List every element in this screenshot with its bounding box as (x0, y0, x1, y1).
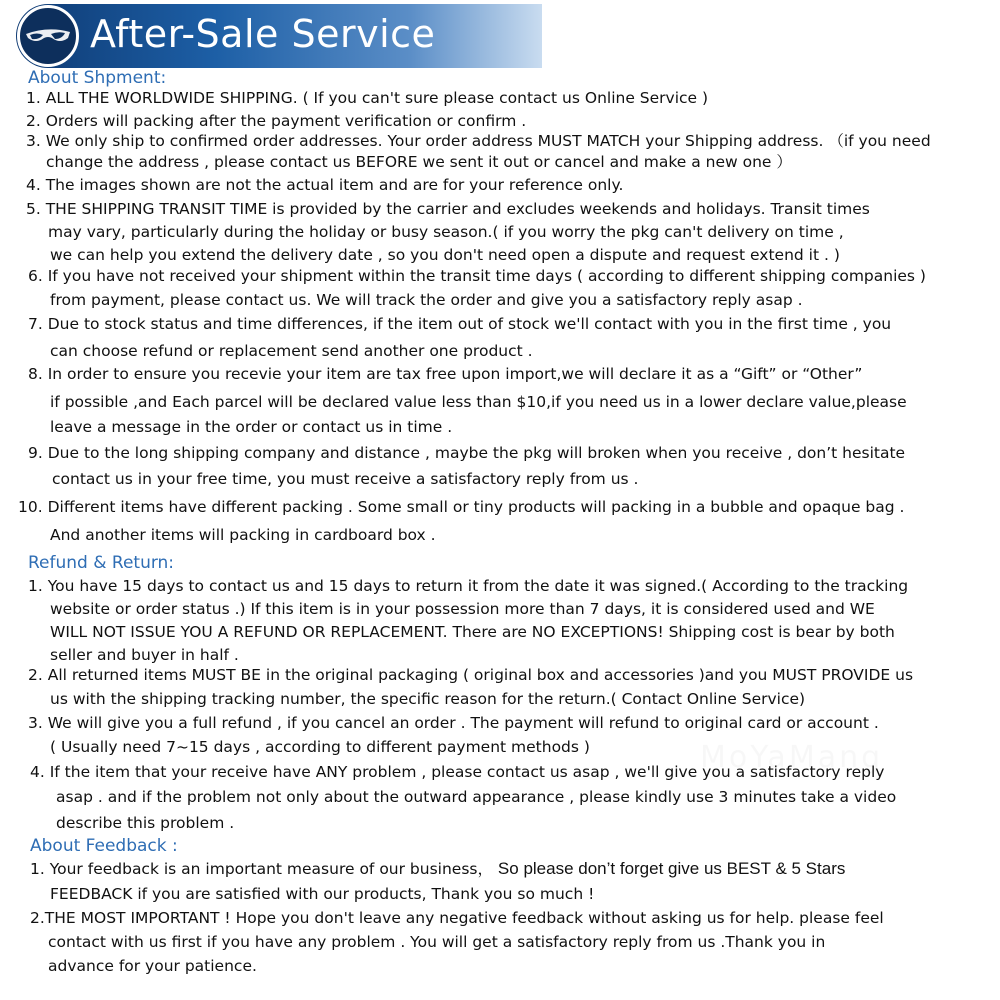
shipment-line: And another items will packing in cardboard box . (50, 526, 436, 544)
feedback-line: 2.THE MOST IMPORTANT ! Hope you don't leave any negative feedback without asking us for help. please feel (30, 909, 884, 927)
section-heading-shipment: About Shpment: (28, 68, 167, 88)
shipment-line: from payment, please contact us. We will track the order and give you a satisfactory reply asap . (50, 291, 803, 309)
refund-line: describe this problem . (56, 814, 235, 832)
refund-line: ( Usually need 7~15 days , according to different payment methods ) (50, 738, 590, 756)
shipment-line: 6. If you have not received your shipment within the transit time days ( according to different shipping companies ) (28, 267, 926, 285)
shipment-line: can choose refund or replacement send another one product . (50, 342, 533, 360)
feedback-line: contact with us first if you have any problem . You will get a satisfactory reply from us .Thank you in (48, 933, 826, 951)
refund-line: seller and buyer in half . (50, 646, 239, 664)
shipment-line: 7. Due to stock status and time differences, if the item out of stock we'll contact with you in the first time , you (28, 315, 892, 333)
refund-line: 2. All returned items MUST BE in the original packaging ( original box and accessories )and you MUST PROVIDE us (28, 666, 914, 684)
section-heading-refund: Refund & Return: (28, 553, 175, 573)
shipment-line: 9. Due to the long shipping company and distance , maybe the pkg will broken when you receive , don’t hesitate (28, 444, 906, 462)
shipment-line: if possible ,and Each parcel will be declared value less than $10,if you need us in a lower declare value,please (50, 393, 907, 411)
refund-line: 4. If the item that your receive have ANY problem , please contact us asap , we'll give you a satisfactory reply (30, 763, 885, 781)
shipment-line: 1. ALL THE WORLDWIDE SHIPPING. ( If you can't sure please contact us Online Service ) (26, 89, 709, 107)
refund-line: WILL NOT ISSUE YOU A REFUND OR REPLACEMENT. There are NO EXCEPTIONS! Shipping cost is bear by both (50, 623, 895, 641)
page-title: After-Sale Service (90, 12, 436, 56)
shipment-line: may vary, particularly during the holiday or busy season.( if you worry the pkg can't delivery on time , (48, 223, 844, 241)
shipment-line: 4. The images shown are not the actual item and are for your reference only. (26, 176, 624, 194)
feedback-line-1-text: 1. Your feedback is an important measure of our business， (30, 860, 493, 878)
feedback-line: FEEDBACK if you are satisfied with our products, Thank you so much ! (50, 885, 595, 903)
shipment-line: we can help you extend the delivery date , so you don't need open a dispute and request extend it . ) (50, 246, 840, 264)
refund-line: us with the shipping tracking number, the specific reason for the return.( Contact Online Service) (50, 690, 806, 708)
shipment-line: 8. In order to ensure you recevie your item are tax free upon import,we will declare it as a “Gift” or “Other” (28, 365, 863, 383)
refund-line: website or order status .) If this item is in your possession more than 7 days, it is considered used and WE (50, 600, 875, 618)
five-stars-request: So please don’t forget give us BEST & 5 Stars (497, 859, 846, 878)
sunglasses-logo-icon (17, 5, 79, 67)
feedback-line: advance for your patience. (48, 957, 257, 975)
refund-line: 3. We will give you a full refund , if you cancel an order . The payment will refund to original card or account . (28, 714, 879, 732)
shipment-line: contact us in your free time, you must receive a satisfactory reply from us . (52, 470, 639, 488)
section-heading-feedback: About Feedback : (30, 836, 178, 856)
shipment-line: 5. THE SHIPPING TRANSIT TIME is provided by the carrier and excludes weekends and holidays. Transit times (26, 200, 870, 218)
refund-line: asap . and if the problem not only about the outward appearance , please kindly use 3 minutes take a video (56, 788, 897, 806)
shipment-line: leave a message in the order or contact us in time . (50, 418, 453, 436)
shipment-line: 2. Orders will packing after the payment verification or confirm . (26, 112, 527, 130)
shipment-line: 3. We only ship to confirmed order addresses. Your order address MUST MATCH your Shipping address. （if you need (26, 132, 931, 150)
refund-line: 1. You have 15 days to contact us and 15 days to return it from the date it was signed.( According to the tracking (28, 577, 909, 595)
feedback-line-1 (30, 860, 845, 878)
shipment-line: 10. Different items have different packing . Some small or tiny products will packing in a bubble and opaque bag . (18, 498, 905, 516)
shipment-line: change the address , please contact us BEFORE we sent it out or cancel and make a new one ） (46, 153, 792, 171)
